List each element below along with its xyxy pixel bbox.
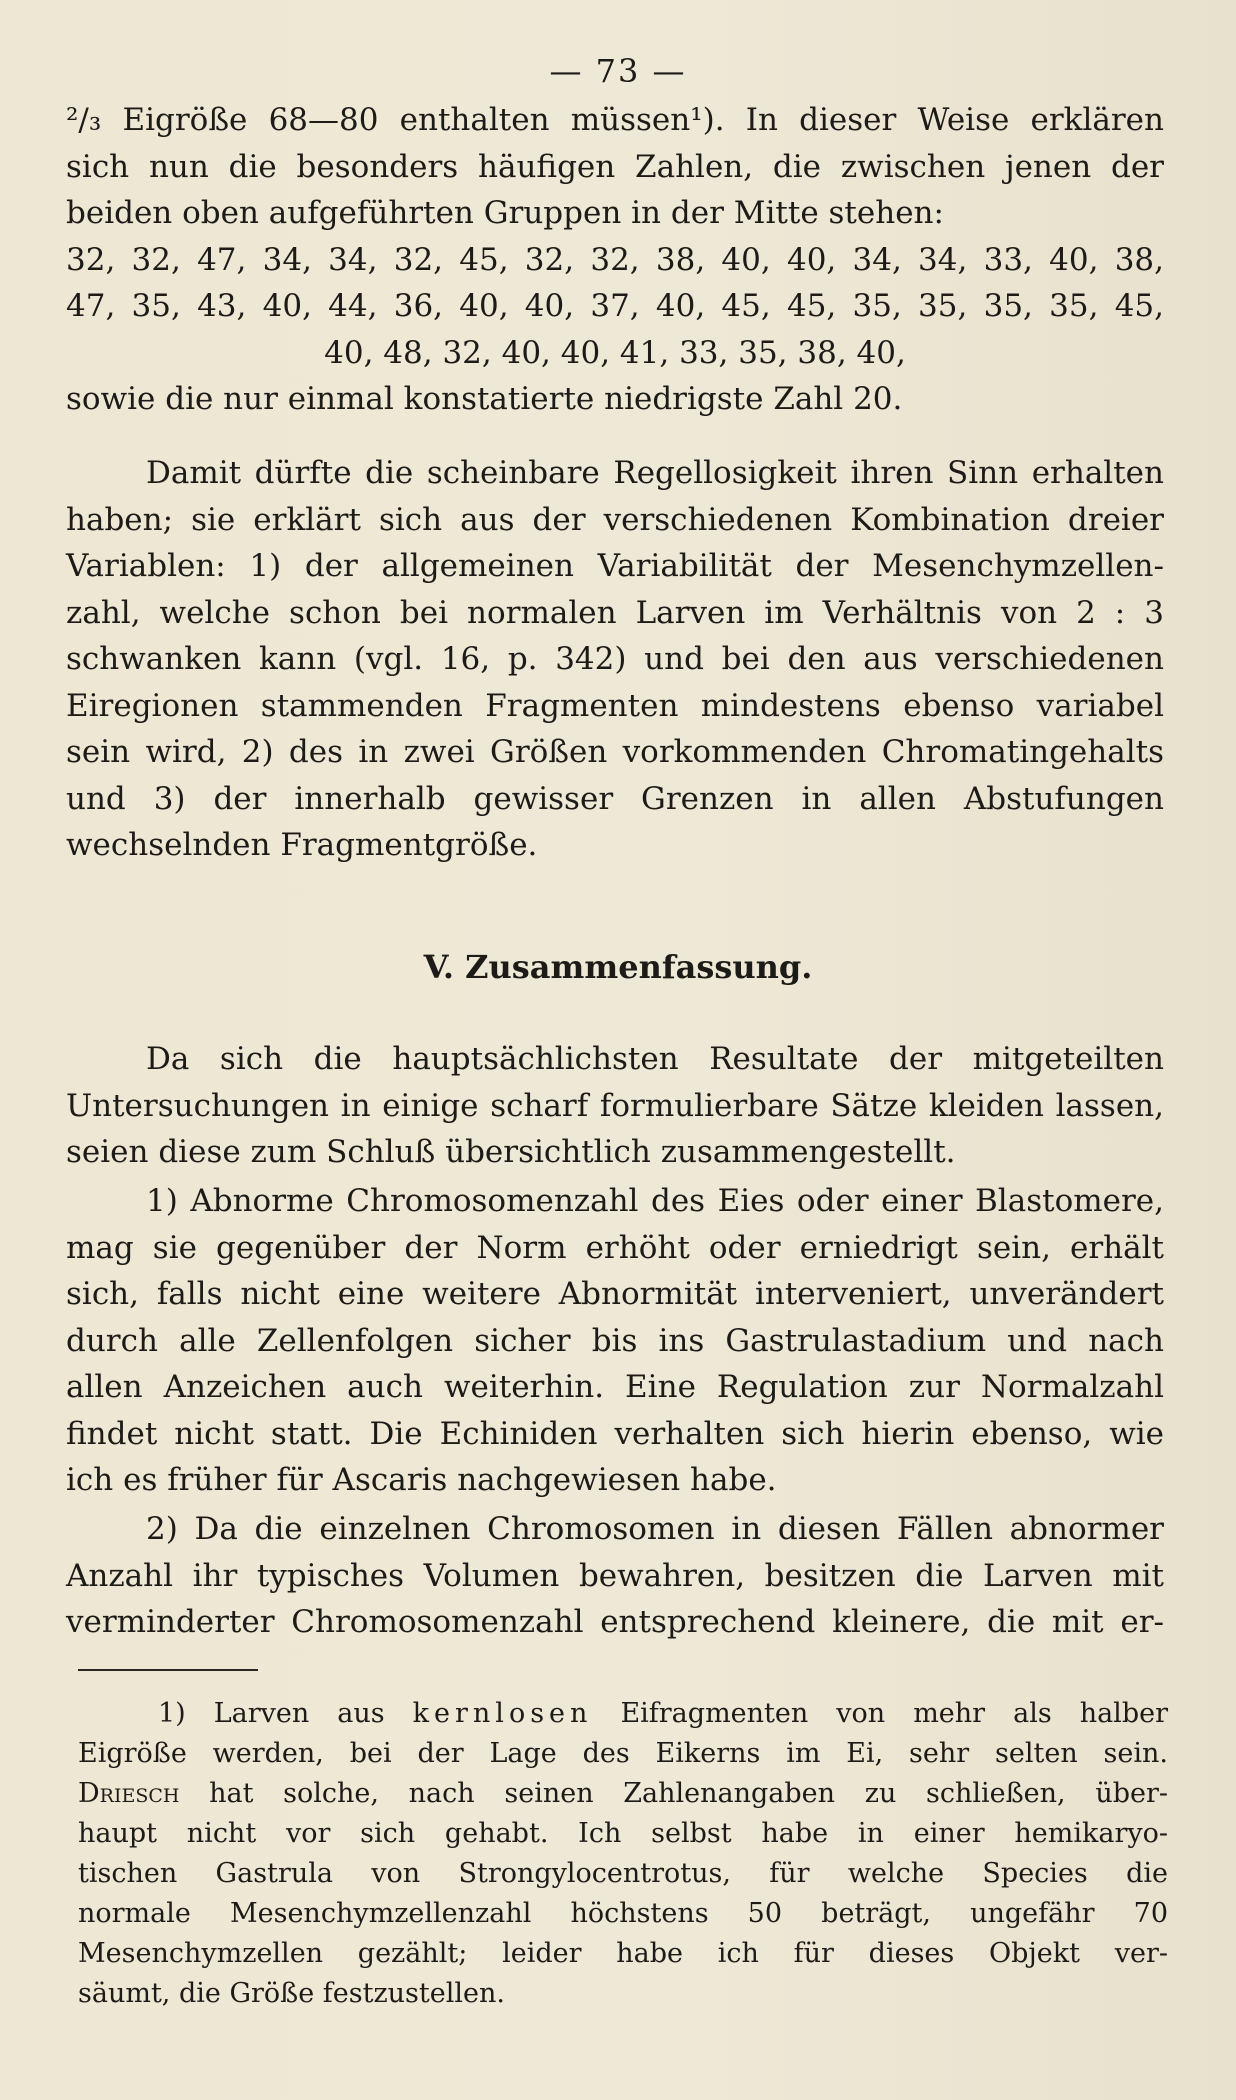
text-line: Variablen: 1) der allgemeinen Variabilität der Mesenchymzellen-: [66, 548, 1164, 584]
paragraph-block-3: [66, 1036, 1164, 1176]
footnote-line: Mesenchymzellen gezählt; leider habe ich für dieses Objekt ver-: [78, 1938, 1168, 1969]
footnote-text: 1) Larven aus: [158, 1698, 413, 1729]
text-line: Eiregionen stammenden Fragmenten mindestens ebenso variabel: [66, 687, 1164, 724]
paragraph-block-2: [66, 450, 1164, 869]
number-list-line: 47, 35, 43, 40, 44, 36, 40, 40, 37, 40, 45, 45, 35, 35, 35, 35, 45,: [66, 288, 1164, 324]
text-line: schwanken kann (vgl. 16, p. 342) und bei den aus verschiedenen: [66, 641, 1164, 677]
footnote-line: [78, 1694, 1168, 1734]
footnote-line: tischen Gastrula von Strongylocentrotus, für welche Species die: [78, 1858, 1168, 1889]
text-line: und 3) der innerhalb gewisser Grenzen in allen Abstufungen: [66, 780, 1164, 817]
text-line: Da sich die hauptsächlichsten Resultate der mitgeteilten: [146, 1041, 1164, 1077]
text-line: verminderter Chromosomenzahl entsprechend kleinere, die mit er-: [66, 1604, 1164, 1640]
page-number: — 73 —: [549, 52, 687, 90]
footnote-line: normale Mesenchymzellenzahl höchstens 50 beträgt, ungefähr 70: [78, 1898, 1168, 1929]
text-line: Untersuchungen in einige scharf formulierbare Sätze kleiden lassen,: [66, 1087, 1164, 1124]
text-line: mag sie gegenüber der Norm erhöht oder erniedrigt sein, erhält: [66, 1229, 1164, 1266]
footnote-text: Eifragmenten von mehr als halber: [592, 1698, 1168, 1729]
text-line: wechselnden Fragmentgröße.: [66, 827, 538, 863]
text-line: Damit dürfte die scheinbare Regellosigkeit ihren Sinn erhalten: [146, 455, 1164, 491]
paragraph-block-5: [66, 1506, 1164, 1646]
number-list-line: 32, 32, 47, 34, 34, 32, 45, 32, 32, 38, 40, 40, 34, 34, 33, 40, 38,: [66, 241, 1164, 278]
text-line: sich nun die besonders häufigen Zahlen, die zwischen jenen der: [66, 148, 1164, 185]
text-line: sich, falls nicht eine weitere Abnormität interveniert, unverändert: [66, 1276, 1164, 1312]
section-heading: V. Zusammenfassung.: [423, 948, 813, 986]
text-line: durch alle Zellenfolgen sicher bis ins Gastrulastadium und nach: [66, 1322, 1164, 1359]
paragraph-block-1: [66, 97, 1164, 423]
emphasized-word: kernlosen: [412, 1698, 593, 1729]
footnote-line: haupt nicht vor sich gehabt. Ich selbst habe in einer hemikaryo-: [78, 1818, 1168, 1849]
text-line: sein wird, 2) des in zwei Größen vorkommenden Chromatingehalts: [66, 734, 1164, 770]
footnote-divider: [78, 1669, 258, 1671]
text-line: beiden oben aufgeführten Gruppen in der Mitte stehen:: [66, 195, 944, 231]
footnote-line: säumt, die Größe festzustellen.: [78, 1978, 505, 2009]
text-line: findet nicht statt. Die Echiniden verhalten sich hierin ebenso, wie: [66, 1415, 1164, 1452]
text-line: ich es früher für Ascaris nachgewiesen habe.: [66, 1462, 777, 1498]
footnote-line: [78, 1774, 1168, 1814]
text-line: zahl, welche schon bei normalen Larven im Verhältnis von 2 : 3: [66, 594, 1164, 631]
footnote-text: hat solche, nach seinen Zahlenangaben zu schließen, über-: [179, 1778, 1168, 1809]
text-line: Anzahl ihr typisches Volumen bewahren, besitzen die Larven mit: [66, 1557, 1164, 1594]
text-line: 2) Da die einzelnen Chromosomen in diesen Fällen abnormer: [146, 1511, 1164, 1547]
text-line: seien diese zum Schluß übersichtlich zusammengestellt.: [66, 1134, 956, 1170]
text-line: ²/₃ Eigröße 68—80 enthalten müssen¹). In dieser Weise erklären: [66, 102, 1164, 138]
text-line: 1) Abnorme Chromosomenzahl des Eies oder einer Blastomere,: [146, 1183, 1164, 1219]
text-line: sowie die nur einmal konstatierte niedrigste Zahl 20.: [66, 381, 903, 417]
paragraph-block-4: [66, 1178, 1164, 1504]
author-name: Driesch: [78, 1778, 180, 1809]
footnote: [78, 1694, 1168, 2014]
text-line: haben; sie erklärt sich aus der verschiedenen Kombination dreier: [66, 501, 1164, 538]
number-list-line: 40, 48, 32, 40, 40, 41, 33, 35, 38, 40,: [324, 334, 906, 371]
footnote-line: Eigröße werden, bei der Lage des Eikerns im Ei, sehr selten sein.: [78, 1738, 1168, 1769]
text-line: allen Anzeichen auch weiterhin. Eine Regulation zur Normalzahl: [66, 1369, 1164, 1405]
